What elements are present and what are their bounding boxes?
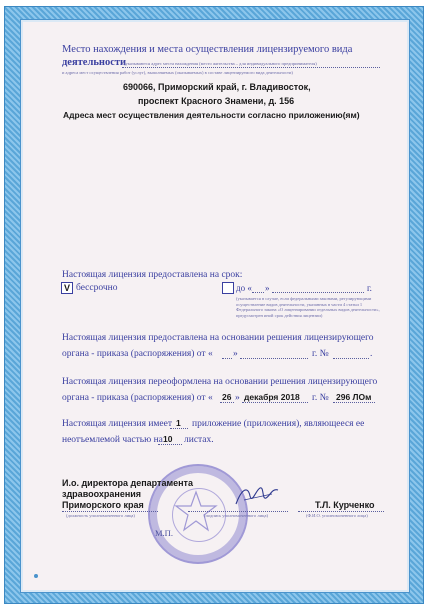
reissued-month-year: декабря 2018 — [244, 392, 300, 402]
appendix-line2-prefix: неотъемлемой частью на — [62, 435, 163, 445]
reissued-day-line — [220, 402, 234, 403]
reissued-date-line — [242, 402, 308, 403]
handwritten-signature — [232, 482, 282, 510]
header-title-line1: Место нахождения и места осуществления лицензируемого вида — [62, 44, 353, 55]
name-note: (Ф.И.О. уполномоченного лица) — [306, 513, 368, 518]
appendix-prefix: Настоящая лицензия имеет — [62, 419, 173, 429]
role-underline — [62, 511, 158, 512]
reissued-line2-mid: » — [235, 393, 240, 403]
term-note: (указывается в случае, если федеральными законами, регулирующими осуществление видов деятельности, указанных в части 4 статьи 1 Федерального закона «О лицензировании отдельных видов деятельности», предусмотрен иной срок действия лицензии) — [236, 296, 380, 318]
granted-date-line — [240, 358, 308, 359]
reissued-number: 296 ЛОм — [336, 392, 372, 402]
granted-line2-year: г. № — [312, 349, 329, 359]
address-line2: проспект Красного Знамени, д. 156 — [138, 96, 295, 106]
appendix-count-line — [170, 428, 188, 429]
reissued-number-line — [333, 402, 375, 403]
corner-dot — [34, 574, 38, 578]
header-title-line2: деятельности — [62, 57, 127, 68]
granted-number-line — [333, 358, 369, 359]
appendix-count: 1 — [176, 418, 181, 428]
seal-place-mark: М.П. — [155, 528, 173, 538]
granted-day-line — [222, 358, 232, 359]
address-line3: Адреса мест осуществления деятельности согласно приложению(ям) — [63, 110, 360, 120]
header-underline — [122, 67, 380, 68]
signer-name: Т.Л. Курченко — [315, 500, 375, 510]
reissued-line2-prefix: органа - приказа (распоряжения) от « — [62, 393, 213, 403]
until-checkbox — [222, 282, 234, 294]
appendix-sheets: 10 — [163, 434, 173, 444]
address-line1: 690066, Приморский край, г. Владивосток, — [123, 82, 311, 92]
unlimited-checkbox: V — [61, 282, 73, 294]
signer-role-line1: И.о. директора департамента — [62, 478, 193, 488]
seal-star-icon — [170, 486, 222, 538]
header-note2: и адреса мест осуществления работ (услуг), выполняемых (оказываемых) в составе лицензируемого вида деятельности) — [62, 70, 293, 75]
appendix-middle: приложение (приложения), являющееся ее — [192, 419, 365, 429]
signature-underline — [188, 511, 288, 512]
role-note: (должность уполномоченного лица) — [66, 513, 135, 518]
reissued-day: 26 — [222, 392, 232, 402]
signature-note: (подпись уполномоченного лица) — [204, 513, 268, 518]
until-day-line — [252, 292, 264, 293]
term-until-suffix: г. — [367, 283, 372, 293]
appendix-sheets-line — [158, 444, 182, 445]
signer-role-line3: Приморского края — [62, 500, 144, 510]
granted-line1: Настоящая лицензия предоставлена на основании решения лицензирующего — [62, 333, 374, 343]
term-label: Настоящая лицензия предоставлена на срок: — [62, 270, 243, 280]
term-until-prefix: до « — [236, 283, 252, 293]
granted-line2-end: . — [370, 349, 373, 359]
reissued-line2-year: г. № — [312, 393, 329, 403]
name-underline — [298, 511, 384, 512]
term-until-mid: » — [265, 283, 270, 293]
granted-line2-prefix: органа - приказа (распоряжения) от « — [62, 349, 213, 359]
appendix-line2-suffix: листах. — [184, 435, 214, 445]
term-unlimited: бессрочно — [76, 283, 118, 293]
granted-line2-mid: » — [233, 349, 238, 359]
reissued-line1: Настоящая лицензия переоформлена на основании решения лицензирующего — [62, 377, 378, 387]
header-note: (указываются адрес места нахождения (место жительства – для индивидуального предпринимателя) — [124, 61, 317, 66]
signer-role-line2: здравоохранения — [62, 489, 142, 499]
until-date-line — [272, 292, 364, 293]
